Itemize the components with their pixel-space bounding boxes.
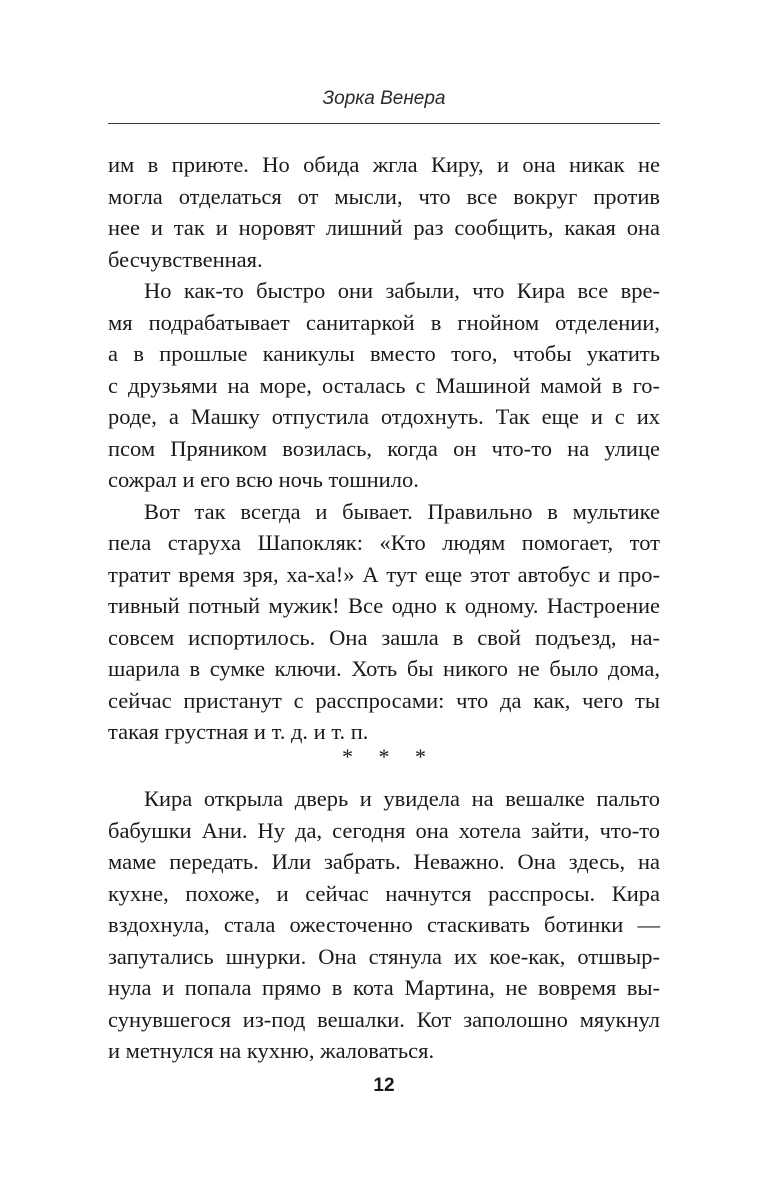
text-line: шарила в сумке ключи. Хоть бы никого не было дома, (108, 656, 660, 681)
text-line: им в приюте. Но обида жгла Киру, и она никак не (108, 152, 660, 177)
text-line: Кира открыла дверь и увидела на вешалке пальто (144, 786, 660, 811)
running-head: Зорка Венера (322, 88, 446, 109)
text-line: Но как-то быстро они забыли, что Кира все вре- (144, 278, 660, 303)
text-line: нула и попала прямо в кота Мартина, не вовремя вы- (108, 975, 660, 1000)
text-line: кухне, похоже, и сейчас начнутся расспросы. Кира (108, 880, 660, 906)
text-line: совсем испортилось. Она зашла в свой подъезд, на- (108, 624, 660, 650)
text-block-1 (108, 149, 660, 748)
text-line: сейчас пристанут с расспросами: что да как, чего ты (108, 687, 660, 713)
text-line: сожрал и его всю ночь тошнило. (108, 467, 419, 492)
text-line: нее и так и норовят лишний раз сообщить, какая она (108, 215, 660, 240)
text-line: тивный потный мужик! Все одно к одному. Настроение (108, 593, 660, 618)
text-line: запутались шнурки. Она стянула их кое-как, отшвыр- (108, 943, 660, 969)
text-line: роде, а Машку отпустила отдохнуть. Так еще и с их (108, 404, 660, 429)
text-line: бесчувственная. (108, 246, 263, 272)
text-line: маме передать. Или забрать. Неважно. Она здесь, на (108, 849, 660, 874)
text-line: и метнулся на кухню, жаловаться. (108, 1038, 435, 1063)
header-rule (108, 123, 660, 124)
text-line: вздохнула, стала ожесточенно стаскивать ботинки — (108, 912, 660, 937)
text-block-2 (108, 783, 660, 1067)
text-line: Вот так всегда и бывает. Правильно в мультике (144, 498, 660, 524)
page-number: 12 (373, 1075, 395, 1096)
text-line: пела старуха Шапокляк: «Кто людям помогает, тот (108, 530, 660, 555)
text-line: с друзьями на море, осталась с Машиной мамой в го- (108, 372, 660, 398)
text-line: а в прошлые каникулы вместо того, чтобы укатить (108, 341, 660, 366)
text-line: псом Пряником возилась, когда он что-то на улице (108, 435, 660, 461)
text-line: могла отделаться от мысли, что все вокруг против (108, 183, 660, 209)
text-line: сунувшегося из-под вешалки. Кот заполошно мяукнул (108, 1006, 660, 1032)
text-line: такая грустная и т. д. и т. п. (108, 719, 369, 744)
text-line: мя подрабатывает санитаркой в гнойном отделении, (108, 309, 660, 335)
section-separator: * * * (342, 744, 436, 769)
text-line: тратит время зря, ха-ха!» А тут еще этот автобус и про- (108, 561, 660, 587)
text-line: бабушки Ани. Ну да, сегодня она хотела зайти, что-то (108, 817, 660, 843)
